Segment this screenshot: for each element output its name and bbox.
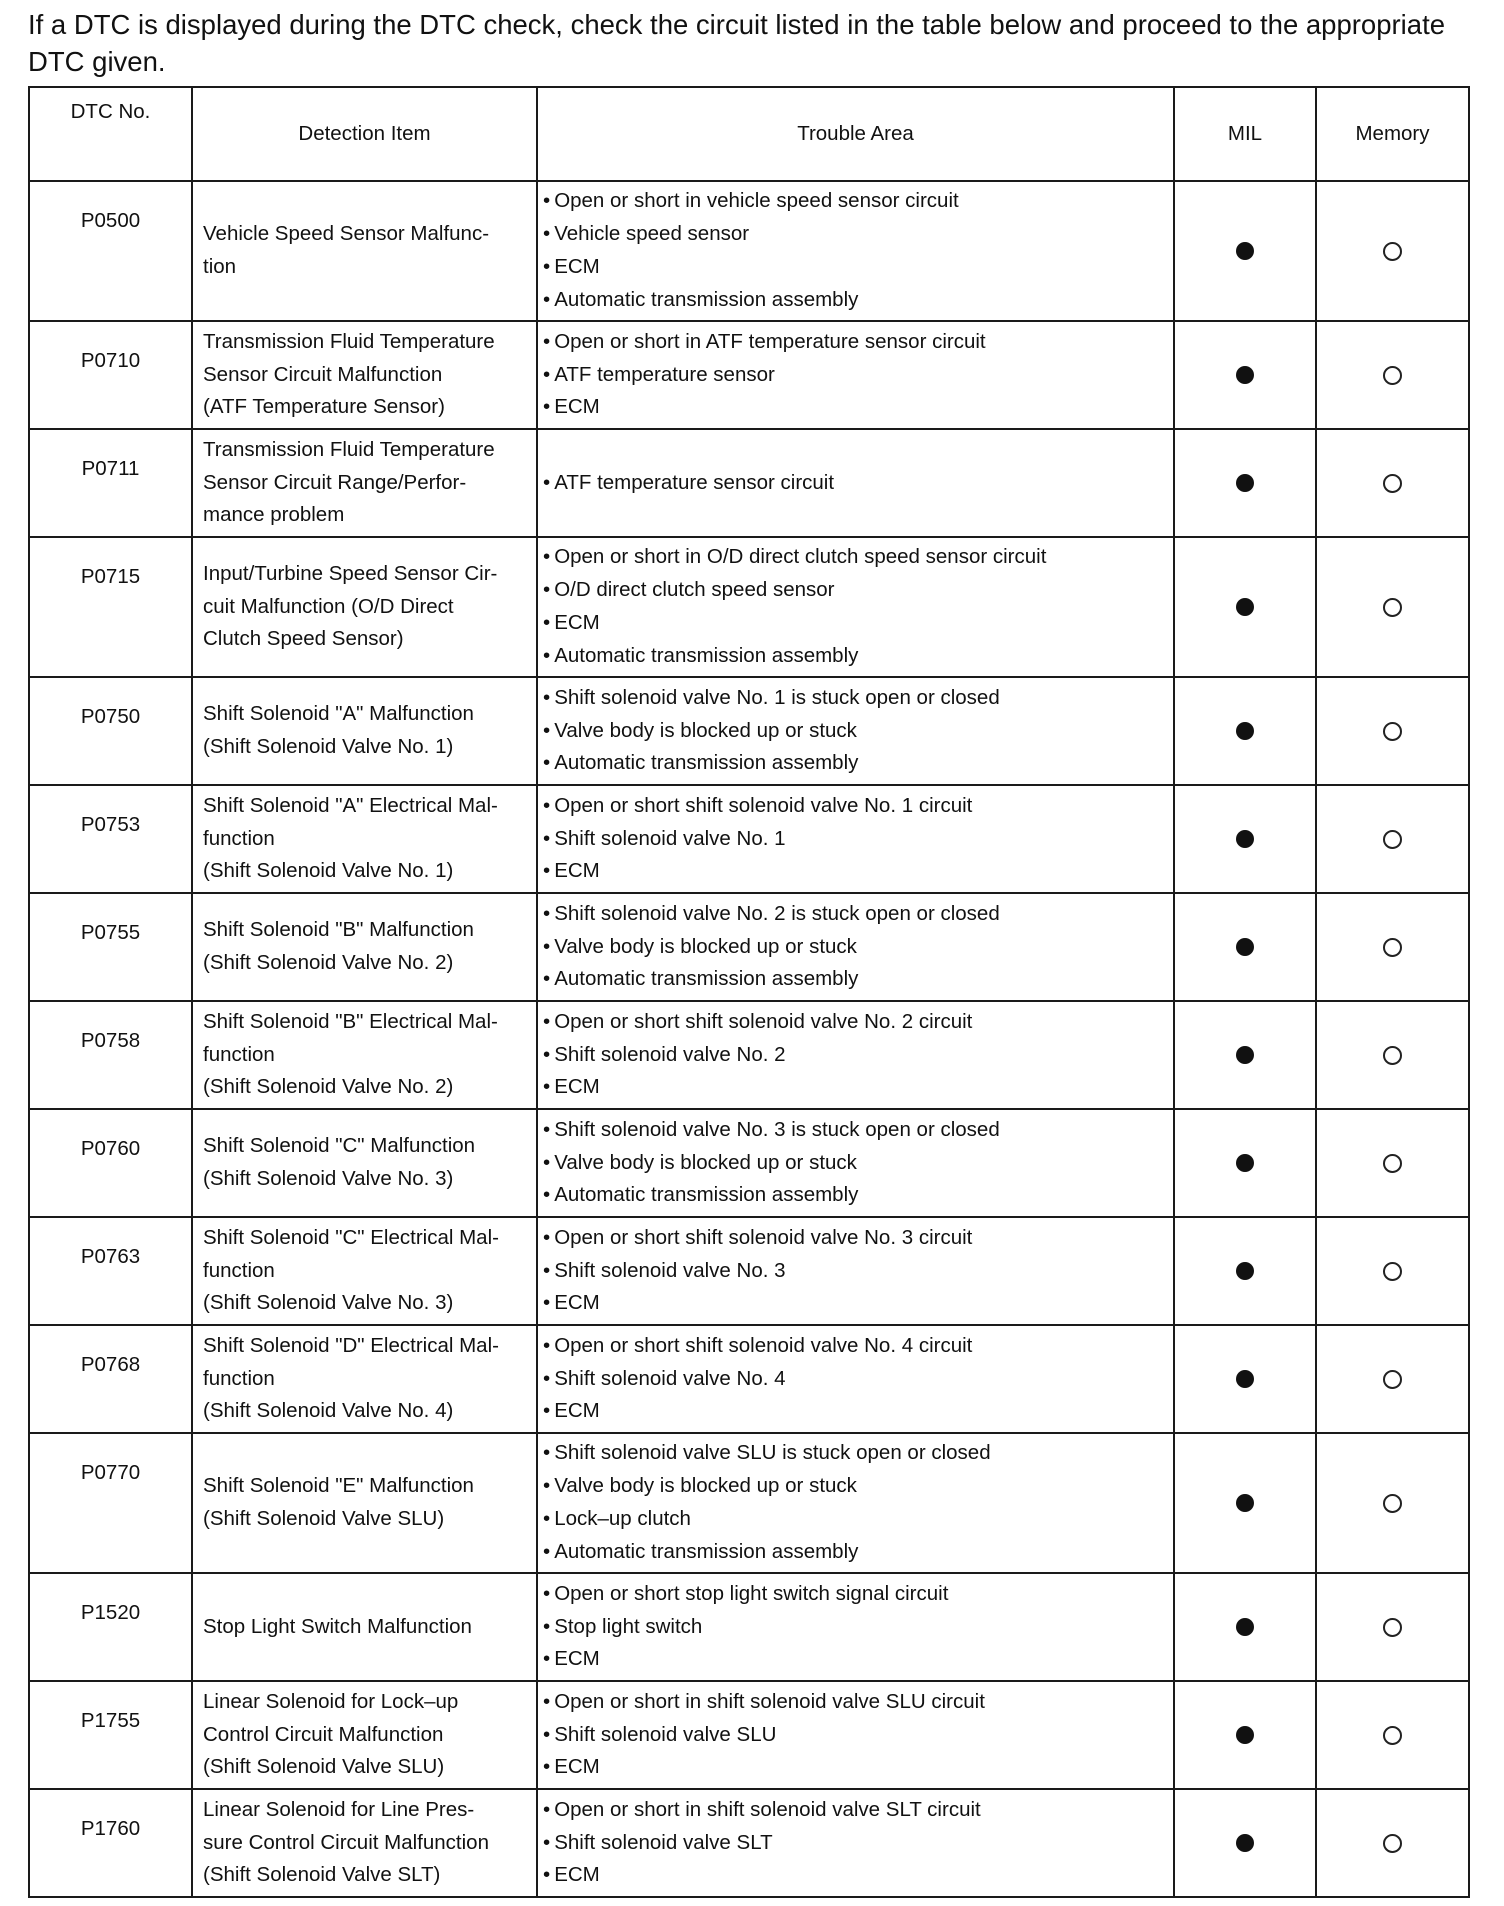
trouble-area-item bbox=[543, 931, 1165, 964]
memory-cell bbox=[1316, 1217, 1469, 1325]
trouble-area-list bbox=[543, 1114, 1165, 1212]
dtc-code: P0753 bbox=[29, 785, 192, 893]
trouble-area-item bbox=[543, 1686, 1165, 1719]
mil-cell bbox=[1174, 1681, 1316, 1789]
trouble-area-text: ECM bbox=[554, 1075, 600, 1099]
memory-hollow-circle-icon bbox=[1383, 1834, 1402, 1853]
trouble-area-item bbox=[543, 1071, 1165, 1104]
detection-item-line: function bbox=[203, 1366, 275, 1390]
detection-item-line: Shift Solenoid "C" Electrical Mal- bbox=[203, 1225, 499, 1249]
intro-text: If a DTC is displayed during the DTC check, check the circuit listed in the table below and proceed to the appropriate DTC given. bbox=[28, 9, 1446, 77]
detection-item-line: cuit Malfunction (O/D Direct bbox=[203, 594, 454, 618]
dtc-code: P0758 bbox=[29, 1001, 192, 1109]
trouble-area bbox=[537, 1325, 1174, 1433]
detection-item bbox=[192, 1433, 537, 1573]
mil-filled-circle-icon bbox=[1236, 938, 1254, 956]
trouble-area-item bbox=[543, 1363, 1165, 1396]
detection-item-line: function bbox=[203, 1042, 275, 1066]
memory-hollow-circle-icon bbox=[1383, 1370, 1402, 1389]
detection-item-line: Linear Solenoid for Lock–up bbox=[203, 1689, 459, 1713]
detection-item bbox=[192, 429, 537, 537]
trouble-area-text: ATF temperature sensor bbox=[554, 362, 775, 386]
detection-item-line: Sensor Circuit Range/Perfor- bbox=[203, 470, 467, 494]
trouble-area-text: O/D direct clutch speed sensor bbox=[554, 578, 835, 602]
memory-hollow-circle-icon bbox=[1383, 598, 1402, 617]
trouble-area-list bbox=[543, 1330, 1165, 1428]
memory-cell bbox=[1316, 1573, 1469, 1681]
detection-item bbox=[192, 1789, 537, 1897]
dtc-code: P0500 bbox=[29, 181, 192, 321]
detection-item-line: mance problem bbox=[203, 503, 345, 527]
memory-hollow-circle-icon bbox=[1383, 938, 1402, 957]
detection-item-line: Shift Solenoid "B" Malfunction bbox=[203, 918, 474, 942]
detection-item-line: Shift Solenoid "C" Malfunction bbox=[203, 1134, 476, 1158]
trouble-area-item bbox=[543, 574, 1165, 607]
table-row bbox=[29, 1789, 1469, 1897]
trouble-area-text: Open or short in shift solenoid valve SLU circuit bbox=[554, 1689, 985, 1713]
mil-filled-circle-icon bbox=[1236, 1154, 1254, 1172]
dtc-code: P1760 bbox=[29, 1789, 192, 1897]
mil-filled-circle-icon bbox=[1236, 830, 1254, 848]
trouble-area bbox=[537, 677, 1174, 785]
trouble-area-item bbox=[543, 1643, 1165, 1676]
detection-item-line: function bbox=[203, 1258, 275, 1282]
trouble-area-list bbox=[543, 1794, 1165, 1892]
table-row bbox=[29, 429, 1469, 537]
memory-hollow-circle-icon bbox=[1383, 474, 1402, 493]
trouble-area-text: Shift solenoid valve No. 1 is stuck open or closed bbox=[554, 685, 1000, 709]
detection-item bbox=[192, 1573, 537, 1681]
trouble-area-text: Automatic transmission assembly bbox=[554, 1539, 859, 1563]
trouble-area-item bbox=[543, 218, 1165, 251]
trouble-area-item bbox=[543, 1147, 1165, 1180]
trouble-area-item bbox=[543, 1578, 1165, 1611]
mil-cell bbox=[1174, 321, 1316, 429]
table-row bbox=[29, 677, 1469, 785]
trouble-area-item bbox=[543, 185, 1165, 218]
trouble-area bbox=[537, 537, 1174, 677]
trouble-area-item bbox=[543, 715, 1165, 748]
detection-item-line: Clutch Speed Sensor) bbox=[203, 627, 404, 651]
trouble-area-text: ECM bbox=[554, 1863, 600, 1887]
trouble-area-list bbox=[543, 1006, 1165, 1104]
memory-hollow-circle-icon bbox=[1383, 366, 1402, 385]
mil-cell bbox=[1174, 1217, 1316, 1325]
trouble-area bbox=[537, 1789, 1174, 1897]
memory-hollow-circle-icon bbox=[1383, 722, 1402, 741]
trouble-area-text: Open or short shift solenoid valve No. 2 circuit bbox=[554, 1009, 973, 1033]
detection-item-line: (Shift Solenoid Valve SLU) bbox=[203, 1755, 445, 1779]
detection-item-line: Sensor Circuit Malfunction bbox=[203, 362, 443, 386]
detection-item-line: (Shift Solenoid Valve SLU) bbox=[203, 1507, 445, 1530]
detection-item bbox=[192, 1681, 537, 1789]
memory-cell bbox=[1316, 1433, 1469, 1573]
mil-cell bbox=[1174, 1325, 1316, 1433]
trouble-area-text: ECM bbox=[554, 859, 600, 883]
trouble-area-item bbox=[543, 1437, 1165, 1470]
detection-item-line: (Shift Solenoid Valve No. 3) bbox=[203, 1291, 454, 1315]
trouble-area-item bbox=[543, 359, 1165, 392]
trouble-area-item bbox=[543, 1827, 1165, 1860]
dtc-code: P0711 bbox=[29, 429, 192, 537]
trouble-area-item bbox=[543, 251, 1165, 284]
mil-cell bbox=[1174, 1109, 1316, 1217]
detection-item bbox=[192, 537, 537, 677]
mil-cell bbox=[1174, 893, 1316, 1001]
mil-cell bbox=[1174, 785, 1316, 893]
trouble-area-text: Open or short in shift solenoid valve SLT circuit bbox=[554, 1797, 981, 1821]
detection-item-line: Stop Light Switch Malfunction bbox=[203, 1614, 472, 1638]
mil-cell bbox=[1174, 1001, 1316, 1109]
memory-hollow-circle-icon bbox=[1383, 1494, 1402, 1513]
trouble-area-item bbox=[543, 284, 1165, 317]
mil-filled-circle-icon bbox=[1236, 1726, 1254, 1744]
trouble-area-text: Open or short in O/D direct clutch speed sensor circuit bbox=[554, 545, 1047, 569]
mil-cell bbox=[1174, 1433, 1316, 1573]
detection-item-line: (Shift Solenoid Valve SLT) bbox=[203, 1863, 441, 1887]
trouble-area bbox=[537, 1109, 1174, 1217]
detection-item-line: Shift Solenoid "B" Electrical Mal- bbox=[203, 1009, 498, 1033]
detection-item bbox=[192, 785, 537, 893]
trouble-area bbox=[537, 1433, 1174, 1573]
detection-item bbox=[192, 1109, 537, 1217]
trouble-area-item bbox=[543, 1751, 1165, 1784]
trouble-area-text: Vehicle speed sensor bbox=[554, 222, 750, 246]
trouble-area-item bbox=[543, 1222, 1165, 1255]
trouble-area-text: Automatic transmission assembly bbox=[554, 287, 859, 311]
dtc-code: P0770 bbox=[29, 1433, 192, 1573]
mil-filled-circle-icon bbox=[1236, 1834, 1254, 1852]
trouble-area-list bbox=[543, 326, 1165, 424]
trouble-area bbox=[537, 1001, 1174, 1109]
trouble-area-text: Shift solenoid valve No. 4 bbox=[554, 1366, 786, 1390]
dtc-code: P0760 bbox=[29, 1109, 192, 1217]
memory-hollow-circle-icon bbox=[1383, 1726, 1402, 1745]
trouble-area-item bbox=[543, 1470, 1165, 1503]
trouble-area-list bbox=[543, 1437, 1165, 1568]
trouble-area-text: Shift solenoid valve No. 3 bbox=[554, 1258, 786, 1282]
trouble-area-text: Shift solenoid valve SLT bbox=[554, 1830, 773, 1854]
detection-item-line: Transmission Fluid Temperature bbox=[203, 437, 495, 461]
detection-item bbox=[192, 321, 537, 429]
detection-item-line: (Shift Solenoid Valve No. 4) bbox=[203, 1399, 454, 1423]
mil-filled-circle-icon bbox=[1236, 1370, 1254, 1388]
detection-item-line: (Shift Solenoid Valve No. 1) bbox=[203, 735, 454, 758]
trouble-area-text: Valve body is blocked up or stuck bbox=[554, 1150, 857, 1174]
trouble-area bbox=[537, 181, 1174, 321]
memory-cell bbox=[1316, 429, 1469, 537]
trouble-area-item bbox=[543, 1536, 1165, 1569]
trouble-area-item bbox=[543, 790, 1165, 823]
table-row bbox=[29, 893, 1469, 1001]
header-dtc-no: DTC No. bbox=[29, 87, 192, 181]
memory-cell bbox=[1316, 1109, 1469, 1217]
trouble-area-text: Open or short in vehicle speed sensor circuit bbox=[554, 189, 959, 213]
trouble-area-text: Valve body is blocked up or stuck bbox=[554, 718, 857, 742]
trouble-area-text: Automatic transmission assembly bbox=[554, 643, 859, 667]
trouble-area-text: ECM bbox=[554, 611, 600, 634]
dtc-code: P0763 bbox=[29, 1217, 192, 1325]
mil-cell bbox=[1174, 429, 1316, 537]
memory-cell bbox=[1316, 321, 1469, 429]
header-detection-item: Detection Item bbox=[192, 87, 537, 181]
memory-cell bbox=[1316, 1789, 1469, 1897]
detection-item-line: Linear Solenoid for Line Pres- bbox=[203, 1797, 475, 1821]
trouble-area-text: Shift solenoid valve SLU bbox=[554, 1722, 777, 1746]
trouble-area-item bbox=[543, 1395, 1165, 1428]
trouble-area-text: Open or short shift solenoid valve No. 3 circuit bbox=[554, 1225, 973, 1249]
mil-filled-circle-icon bbox=[1236, 1618, 1254, 1636]
trouble-area-item bbox=[543, 1114, 1165, 1147]
detection-item-line: (ATF Temperature Sensor) bbox=[203, 395, 445, 419]
table-row bbox=[29, 1001, 1469, 1109]
trouble-area-item bbox=[543, 1611, 1165, 1644]
trouble-area-text: Lock–up clutch bbox=[554, 1507, 691, 1530]
detection-item bbox=[192, 1217, 537, 1325]
trouble-area-text: Stop light switch bbox=[554, 1614, 703, 1638]
trouble-area-list bbox=[543, 1222, 1165, 1320]
trouble-area bbox=[537, 1217, 1174, 1325]
dtc-code: P0755 bbox=[29, 893, 192, 1001]
trouble-area-item bbox=[543, 898, 1165, 931]
trouble-area-item bbox=[543, 1794, 1165, 1827]
mil-filled-circle-icon bbox=[1236, 242, 1254, 260]
trouble-area-item bbox=[543, 1859, 1165, 1892]
table-header bbox=[29, 87, 1469, 181]
trouble-area-text: ECM bbox=[554, 395, 600, 419]
mil-filled-circle-icon bbox=[1236, 598, 1254, 616]
mil-cell bbox=[1174, 1573, 1316, 1681]
trouble-area bbox=[537, 1573, 1174, 1681]
mil-filled-circle-icon bbox=[1236, 366, 1254, 384]
memory-cell bbox=[1316, 181, 1469, 321]
detection-item bbox=[192, 1001, 537, 1109]
trouble-area-list bbox=[543, 1578, 1165, 1676]
detection-item-line: tion bbox=[203, 255, 237, 278]
trouble-area-item bbox=[543, 1179, 1165, 1212]
dtc-code: P0750 bbox=[29, 677, 192, 785]
dtc-table bbox=[28, 86, 1470, 1898]
table-row bbox=[29, 181, 1469, 321]
detection-item-line: Transmission Fluid Temperature bbox=[203, 329, 495, 353]
detection-item-line: (Shift Solenoid Valve No. 3) bbox=[203, 1167, 454, 1190]
detection-item-line: (Shift Solenoid Valve No. 1) bbox=[203, 859, 454, 883]
detection-item-line: function bbox=[203, 826, 275, 850]
detection-item-line: Shift Solenoid "A" Electrical Mal- bbox=[203, 793, 498, 817]
header-row bbox=[29, 87, 1469, 181]
dtc-code: P0710 bbox=[29, 321, 192, 429]
detection-item bbox=[192, 893, 537, 1001]
header-mil: MIL bbox=[1174, 87, 1316, 181]
mil-filled-circle-icon bbox=[1236, 1046, 1254, 1064]
mil-filled-circle-icon bbox=[1236, 1494, 1254, 1512]
mil-cell bbox=[1174, 1789, 1316, 1897]
memory-hollow-circle-icon bbox=[1383, 1046, 1402, 1065]
memory-cell bbox=[1316, 1001, 1469, 1109]
trouble-area-text: ATF temperature sensor circuit bbox=[554, 470, 835, 494]
detection-item-line: (Shift Solenoid Valve No. 2) bbox=[203, 951, 454, 974]
trouble-area-item bbox=[543, 823, 1165, 856]
mil-filled-circle-icon bbox=[1236, 474, 1254, 492]
dtc-code: P1520 bbox=[29, 1573, 192, 1681]
table-row bbox=[29, 1325, 1469, 1433]
trouble-area-item bbox=[543, 963, 1165, 996]
memory-hollow-circle-icon bbox=[1383, 242, 1402, 261]
trouble-area-text: ECM bbox=[554, 1399, 600, 1423]
trouble-area-text: ECM bbox=[554, 1291, 600, 1315]
trouble-area-text: Open or short shift solenoid valve No. 1 circuit bbox=[554, 793, 973, 817]
memory-cell bbox=[1316, 677, 1469, 785]
trouble-area-list bbox=[543, 898, 1165, 996]
detection-item bbox=[192, 181, 537, 321]
trouble-area-text: Shift solenoid valve No. 1 bbox=[554, 826, 786, 850]
memory-hollow-circle-icon bbox=[1383, 1618, 1402, 1637]
trouble-area-item bbox=[543, 855, 1165, 888]
memory-hollow-circle-icon bbox=[1383, 1262, 1402, 1281]
dtc-code: P0715 bbox=[29, 537, 192, 677]
trouble-area-item bbox=[543, 1503, 1165, 1536]
table-body bbox=[29, 181, 1469, 1897]
table-row bbox=[29, 537, 1469, 677]
trouble-area-item bbox=[543, 391, 1165, 424]
trouble-area-item bbox=[543, 326, 1165, 359]
trouble-area-text: Automatic transmission assembly bbox=[554, 751, 859, 775]
detection-item bbox=[192, 677, 537, 785]
detection-item-line: Vehicle Speed Sensor Malfunc- bbox=[203, 222, 490, 246]
header-memory: Memory bbox=[1316, 87, 1469, 181]
trouble-area bbox=[537, 1681, 1174, 1789]
trouble-area-text: Open or short shift solenoid valve No. 4 circuit bbox=[554, 1333, 973, 1357]
detection-item-line: sure Control Circuit Malfunction bbox=[203, 1830, 489, 1854]
detection-item-line: (Shift Solenoid Valve No. 2) bbox=[203, 1075, 454, 1099]
detection-item-line: Shift Solenoid "D" Electrical Mal- bbox=[203, 1333, 499, 1357]
trouble-area-text: Shift solenoid valve No. 2 bbox=[554, 1042, 786, 1066]
trouble-area bbox=[537, 785, 1174, 893]
trouble-area-text: ECM bbox=[554, 1755, 600, 1779]
detection-item-line: Input/Turbine Speed Sensor Cir- bbox=[203, 561, 498, 585]
trouble-area-item bbox=[543, 1287, 1165, 1320]
trouble-area-text: ECM bbox=[554, 1647, 600, 1671]
trouble-area-item bbox=[543, 1255, 1165, 1288]
trouble-area-list bbox=[543, 1686, 1165, 1784]
table-row bbox=[29, 1109, 1469, 1217]
trouble-area-list bbox=[543, 467, 1165, 500]
trouble-area bbox=[537, 429, 1174, 537]
trouble-area bbox=[537, 893, 1174, 1001]
trouble-area-text: Open or short stop light switch signal circuit bbox=[554, 1581, 949, 1605]
trouble-area-list bbox=[543, 790, 1165, 888]
table-row bbox=[29, 1433, 1469, 1573]
memory-cell bbox=[1316, 1681, 1469, 1789]
mil-cell bbox=[1174, 181, 1316, 321]
detection-item-line: Shift Solenoid "E" Malfunction bbox=[203, 1474, 474, 1498]
detection-item bbox=[192, 1325, 537, 1433]
memory-cell bbox=[1316, 893, 1469, 1001]
trouble-area-item bbox=[543, 1006, 1165, 1039]
trouble-area-list bbox=[543, 682, 1165, 780]
trouble-area-item bbox=[543, 640, 1165, 673]
trouble-area-item bbox=[543, 747, 1165, 780]
trouble-area bbox=[537, 321, 1174, 429]
trouble-area-item bbox=[543, 607, 1165, 640]
table-row bbox=[29, 321, 1469, 429]
trouble-area-text: Open or short in ATF temperature sensor circuit bbox=[554, 329, 986, 353]
trouble-area-text: Automatic transmission assembly bbox=[554, 967, 859, 991]
trouble-area-text: Valve body is blocked up or stuck bbox=[554, 934, 857, 958]
mil-cell bbox=[1174, 677, 1316, 785]
detection-item-line: Shift Solenoid "A" Malfunction bbox=[203, 702, 474, 726]
trouble-area-text: Shift solenoid valve No. 2 is stuck open or closed bbox=[554, 901, 1000, 925]
mil-filled-circle-icon bbox=[1236, 722, 1254, 740]
trouble-area-item bbox=[543, 1330, 1165, 1363]
trouble-area-text: Shift solenoid valve No. 3 is stuck open or closed bbox=[554, 1117, 1000, 1141]
trouble-area-list bbox=[543, 185, 1165, 316]
trouble-area-text: Automatic transmission assembly bbox=[554, 1183, 859, 1207]
trouble-area-item bbox=[543, 467, 1165, 500]
memory-cell bbox=[1316, 1325, 1469, 1433]
memory-cell bbox=[1316, 785, 1469, 893]
mil-cell bbox=[1174, 537, 1316, 677]
memory-cell bbox=[1316, 537, 1469, 677]
table-row bbox=[29, 785, 1469, 893]
trouble-area-item bbox=[543, 682, 1165, 715]
table-row bbox=[29, 1681, 1469, 1789]
mil-filled-circle-icon bbox=[1236, 1262, 1254, 1280]
trouble-area-item bbox=[543, 1719, 1165, 1752]
table-row bbox=[29, 1217, 1469, 1325]
memory-hollow-circle-icon bbox=[1383, 830, 1402, 849]
trouble-area-text: Shift solenoid valve SLU is stuck open or closed bbox=[554, 1441, 991, 1465]
trouble-area-item bbox=[543, 1039, 1165, 1072]
trouble-area-text: ECM bbox=[554, 255, 600, 278]
dtc-code: P0768 bbox=[29, 1325, 192, 1433]
dtc-code: P1755 bbox=[29, 1681, 192, 1789]
table-row bbox=[29, 1573, 1469, 1681]
header-trouble-area: Trouble Area bbox=[537, 87, 1174, 181]
memory-hollow-circle-icon bbox=[1383, 1154, 1402, 1173]
trouble-area-list bbox=[543, 541, 1165, 672]
trouble-area-item bbox=[543, 541, 1165, 574]
detection-item-line: Control Circuit Malfunction bbox=[203, 1722, 444, 1746]
trouble-area-text: Valve body is blocked up or stuck bbox=[554, 1474, 857, 1498]
